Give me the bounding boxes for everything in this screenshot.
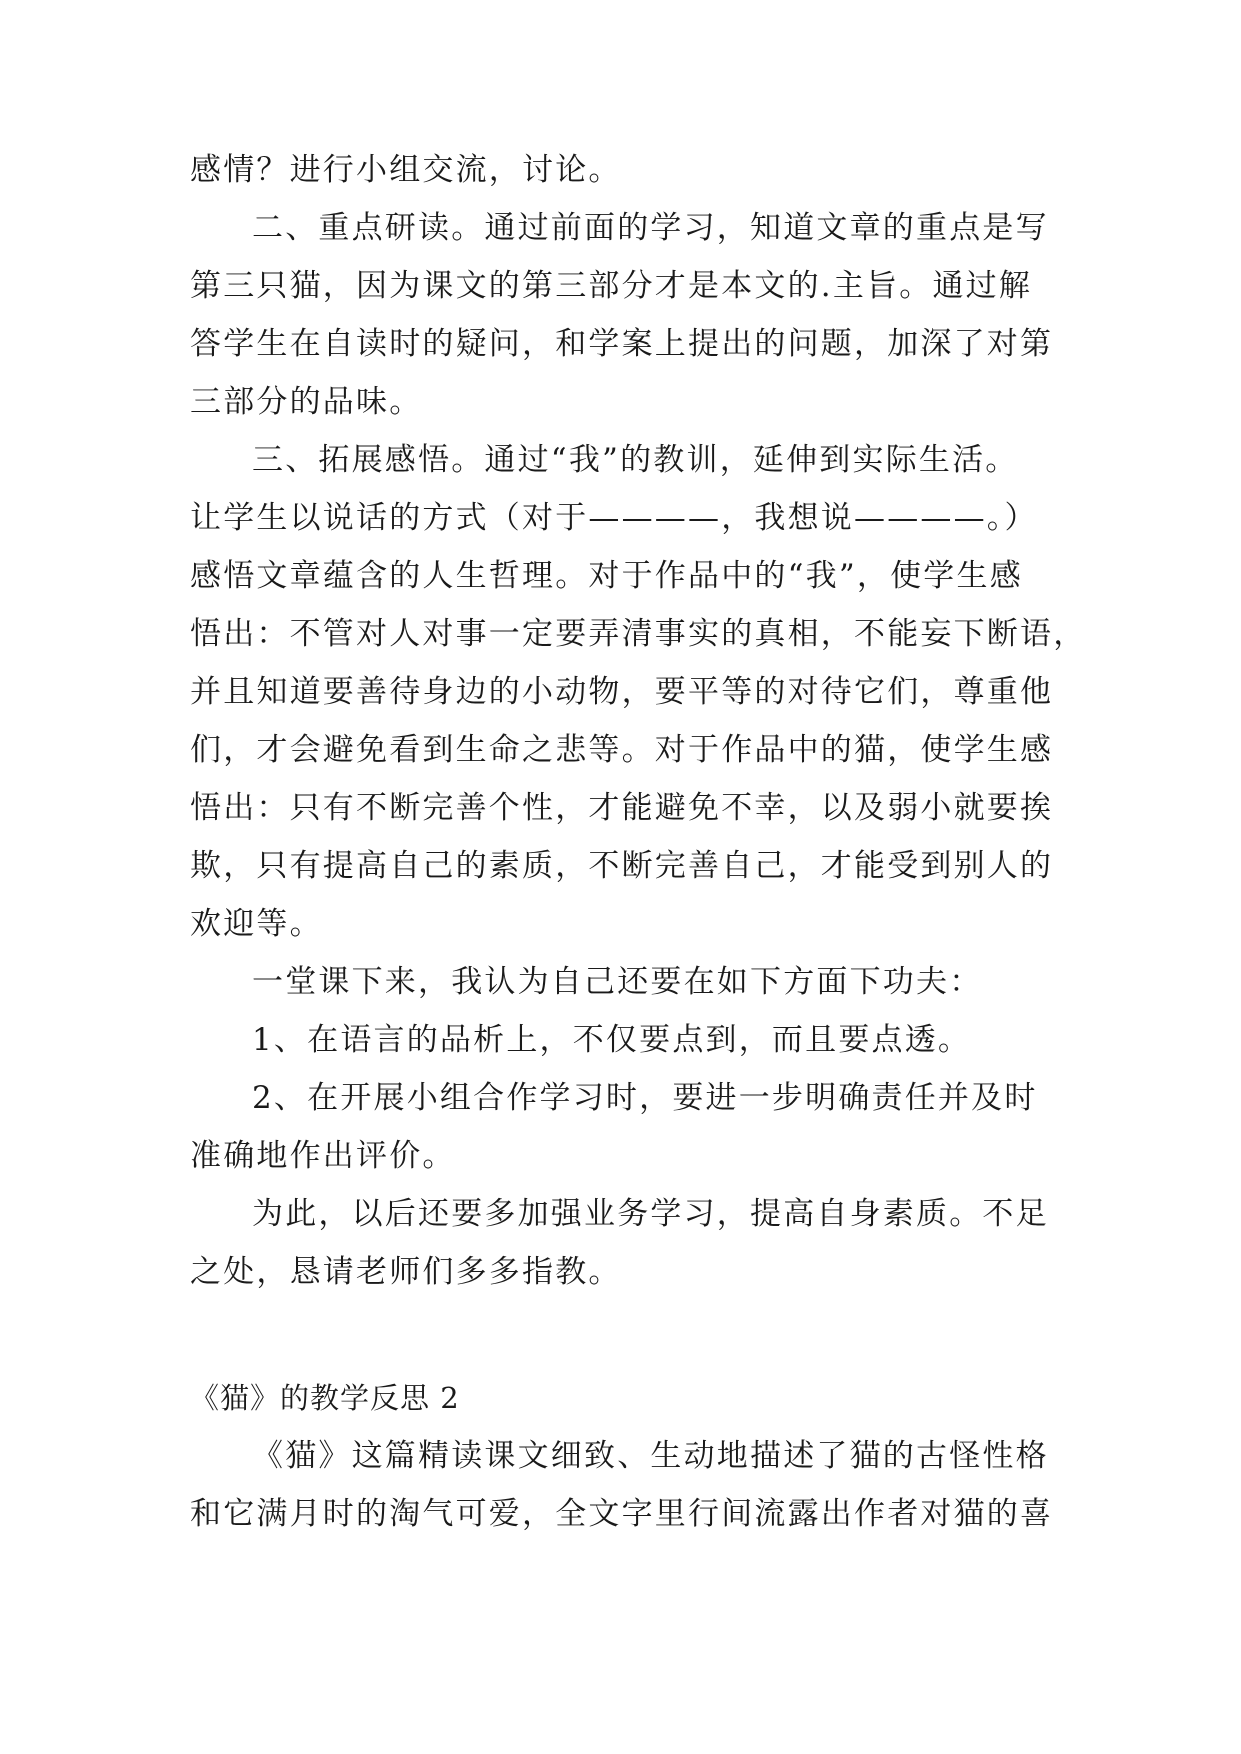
text-line: 第三只猫，因为课文的第三部分才是本文的.主旨。通过解 — [190, 268, 1033, 304]
text-line: 欺，只有提高自己的素质，不断完善自己，才能受到别人的 — [190, 848, 1054, 884]
list-item: 2、在开展小组合作学习时，要进一步明确责任并及时 — [252, 1080, 1038, 1116]
text-line: 并且知道要善待身边的小动物，要平等的对待它们，尊重他 — [190, 674, 1054, 710]
paragraph-line: 《猫》这篇精读课文细致、生动地描述了猫的古怪性格 — [252, 1438, 1049, 1474]
text-line: 感悟文章蕴含的人生哲理。对于作品中的“我”，使学生感 — [190, 558, 1023, 594]
text-line: 准确地作出评价。 — [190, 1138, 456, 1174]
section-heading: 《猫》的教学反思 2 — [190, 1381, 460, 1415]
text-line: 之处，恳请老师们多多指教。 — [190, 1254, 622, 1290]
list-item: 1、在语言的品析上，不仅要点到，而且要点透。 — [252, 1022, 972, 1058]
paragraph-line: 三、拓展感悟。通过“我”的教训，延伸到实际生活。 — [252, 442, 1019, 478]
text-line: 悟出：不管对人对事一定要弄清事实的真相，不能妄下断语， — [190, 616, 1087, 652]
text-line: 欢迎等。 — [190, 906, 323, 942]
text-line: 感情？进行小组交流，讨论。 — [190, 152, 622, 188]
text-line: 悟出：只有不断完善个性，才能避免不幸，以及弱小就要挨 — [190, 790, 1054, 826]
paragraph-line: 二、重点研读。通过前面的学习，知道文章的重点是写 — [252, 210, 1049, 246]
paragraph-line: 一堂课下来，我认为自己还要在如下方面下功夫： — [252, 964, 983, 1000]
text-line: 三部分的品味。 — [190, 384, 423, 420]
text-line: 让学生以说话的方式（对于————，我想说————。） — [190, 500, 1038, 536]
text-line: 答学生在自读时的疑问，和学案上提出的问题，加深了对第 — [190, 326, 1054, 362]
paragraph-line: 为此，以后还要多加强业务学习，提高自身素质。不足 — [252, 1196, 1049, 1232]
text-line: 和它满月时的淘气可爱，全文字里行间流露出作者对猫的喜 — [190, 1496, 1054, 1532]
text-line: 们，才会避免看到生命之悲等。对于作品中的猫，使学生感 — [190, 732, 1054, 768]
